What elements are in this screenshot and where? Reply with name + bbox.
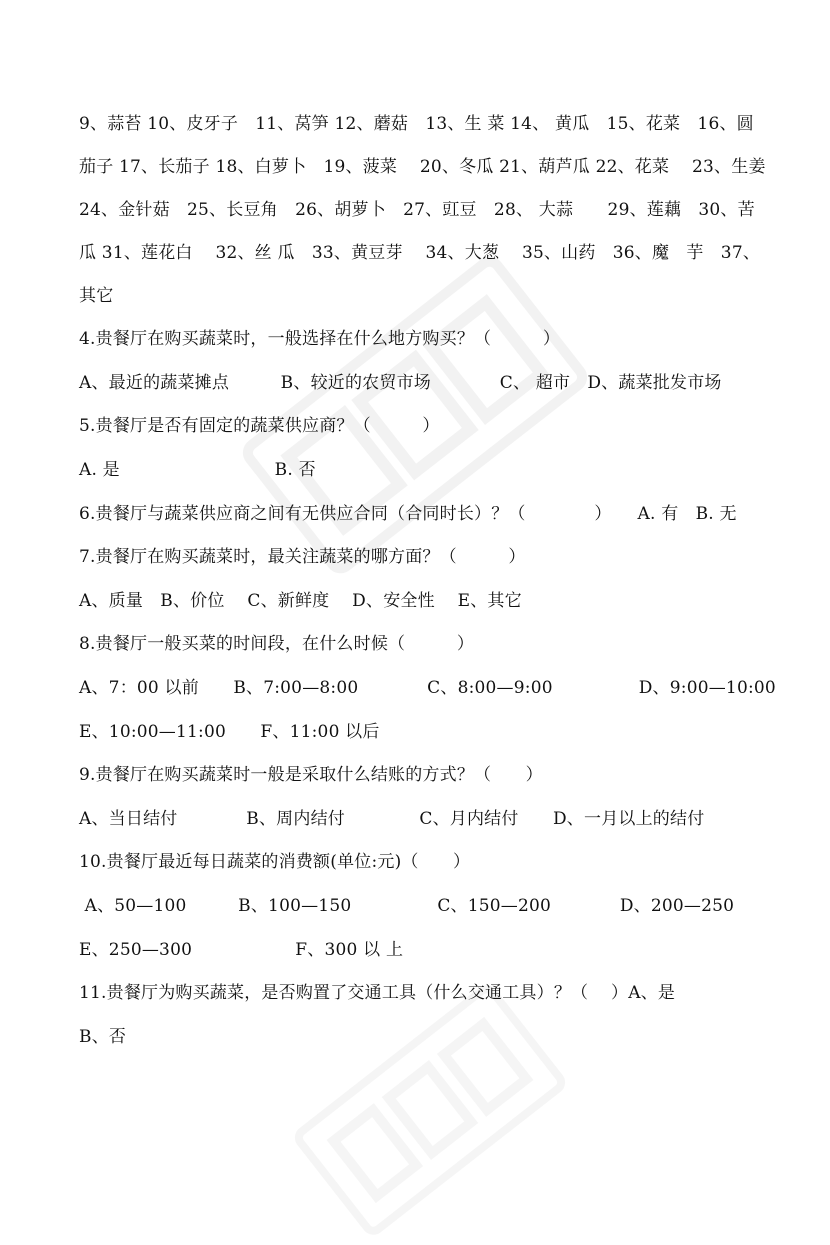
- vegetable-list-line-4: 瓜 31、莲花白 32、丝 瓜 33、黄豆芽 34、大葱 35、山药 36、魔 芋 37、: [79, 243, 761, 263]
- question-8-options-row-2: E、10:00—11:00 F、11:00 以后: [79, 722, 380, 742]
- question-7: 7.贵餐厅在购买蔬菜时，最关注蔬菜的哪方面？（ ）: [79, 547, 526, 567]
- watermark-bottom-icon: [284, 975, 575, 1245]
- question-8-options-row-1: A、7：00 以前 B、7:00—8:00 C、8:00—9:00 D、9:00—10:00: [79, 678, 776, 698]
- question-8: 8.贵餐厅一般买菜的时间段，在什么时候（ ）: [79, 634, 475, 654]
- vegetable-list-line-3: 24、金针菇 25、长豆角 26、胡萝卜 27、豇豆 28、 大蒜 29、莲藕 30、苦: [79, 200, 755, 220]
- vegetable-list-line-1: 9、蒜苔 10、皮牙子 11、莴笋 12、蘑菇 13、生 菜 14、 黄瓜 15、花菜 16、圆: [79, 114, 754, 134]
- question-9: 9.贵餐厅在购买蔬菜时一般是采取什么结账的方式？（ ）: [79, 765, 543, 785]
- question-7-options: A、质量 B、价位 C、新鲜度 D、安全性 E、其它: [79, 591, 522, 611]
- question-9-options: A、当日结付 B、周内结付 C、月内结付 D、一月以上的结付: [79, 809, 705, 829]
- vegetable-list-line-5: 其它: [79, 286, 114, 306]
- question-4: 4.贵餐厅在购买蔬菜时，一般选择在什么地方购买？（ ）: [79, 329, 561, 349]
- question-10-options-row-1: A、50—100 B、100—150 C、150—200 D、200—250: [79, 896, 735, 916]
- question-11-options: B、否: [79, 1027, 127, 1047]
- question-5: 5.贵餐厅是否有固定的蔬菜供应商？（ ）: [79, 416, 440, 436]
- vegetable-list-line-2: 茄子 17、长茄子 18、白萝卜 19、菠菜 20、冬瓜 21、葫芦瓜 22、花菜 23、生姜: [79, 157, 766, 177]
- question-10-options-row-2: E、250—300 F、300 以 上: [79, 940, 404, 960]
- question-5-options: A. 是 B. 否: [79, 460, 316, 480]
- watermark-icon: [233, 246, 598, 583]
- question-10: 10.贵餐厅最近每日蔬菜的消费额(单位:元)（ ）: [79, 852, 471, 872]
- question-11: 11.贵餐厅为购买蔬菜，是否购置了交通工具（什么交通工具）？（ ）A、是: [79, 983, 676, 1003]
- question-4-options: A、最近的蔬菜摊点 B、较近的农贸市场 C、 超市 D、蔬菜批发市场: [79, 373, 722, 393]
- question-6: 6.贵餐厅与蔬菜供应商之间有无供应合同（合同时长）？（ ） A. 有 B. 无: [79, 504, 737, 524]
